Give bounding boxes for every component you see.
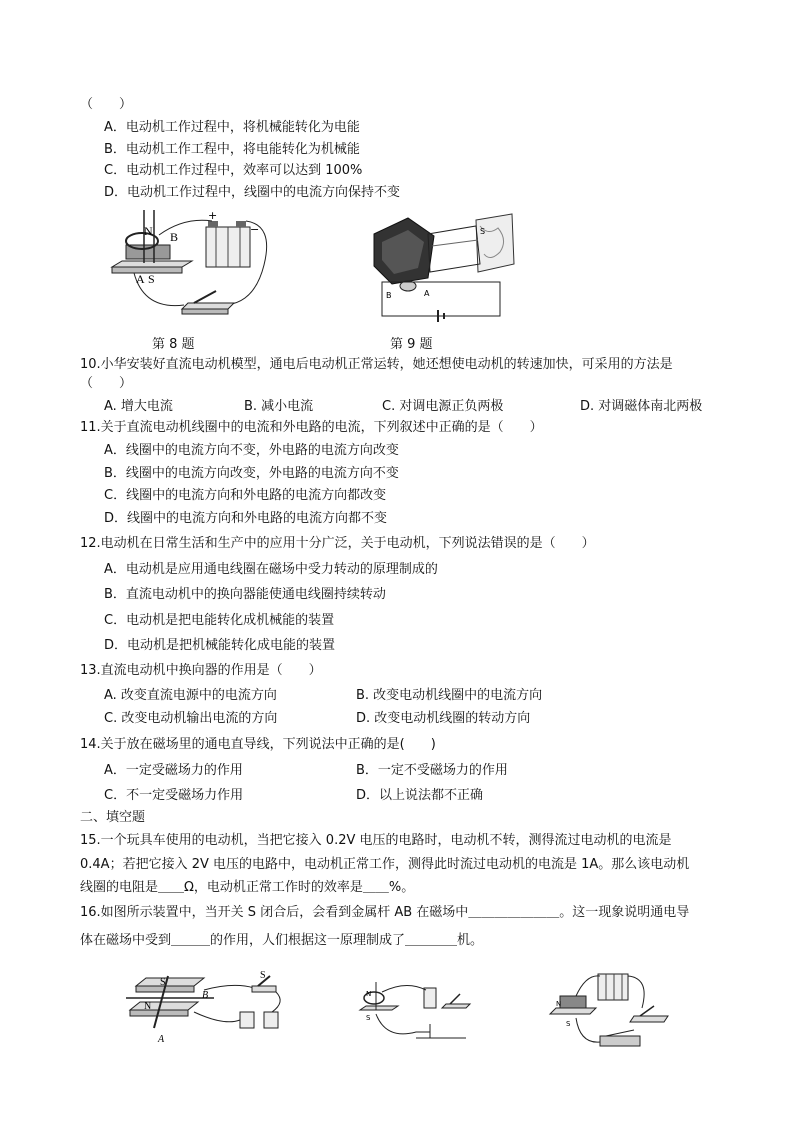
fig-mid-label-s: S [366, 1014, 371, 1022]
q16-line1: 16.如图所示装置中，当开关 S 闭合后，会看到金属杆 AB 在磁场中＿＿＿＿＿＿＿。这一现象说明通电导 [80, 905, 690, 920]
q9-stem-end: （ ） [80, 97, 133, 112]
fig16-label-n: N [144, 1001, 152, 1012]
q11-option-d: D．线圈中的电流方向和外电路的电流方向都不变 [104, 511, 388, 526]
section-heading-fill-in: 二、填空题 [80, 810, 146, 825]
fig16-label-s-switch: S [260, 970, 266, 981]
q15-line1: 15.一个玩具车使用的电动机，当把它接入 0.2V 电压的电路时，电动机不转，测得流过电动机的电流是 [80, 833, 672, 848]
q11-option-c: C．线圈中的电流方向和外电路的电流方向都改变 [104, 488, 387, 503]
q10-option-d: D. 对调磁体南北两极 [580, 399, 703, 414]
fig-right-label-s: S [566, 1020, 571, 1028]
q10-stem: 10.小华安装好直流电动机模型，通电后电动机正常运转，她还想使电动机的转速加快，可采用的方法是 [80, 357, 673, 372]
q9-option-a: A．电动机工作过程中，将机械能转化为电能 [104, 120, 360, 135]
q13-option-d: D. 改变电动机线圈的转动方向 [356, 711, 531, 726]
fig9-label-b: B [386, 291, 392, 300]
q12-option-d: D．电动机是把机械能转化成电能的装置 [104, 638, 336, 653]
fig8-label-n: N [144, 224, 153, 238]
fig8-label-a: A [136, 272, 145, 286]
q11-option-b: B．线圈中的电流方向改变，外电路的电流方向不变 [104, 466, 399, 481]
q13-option-b: B. 改变电动机线圈中的电流方向 [356, 688, 543, 703]
figure-middle-apparatus [356, 980, 476, 1050]
q15-line3: 线圈的电阻是＿＿Ω，电动机正常工作时的效率是＿＿%。 [80, 880, 415, 895]
q10-option-b: B. 减小电流 [244, 399, 314, 414]
q12-option-c: C．电动机是把电能转化成机械能的装置 [104, 613, 335, 628]
q15-line2: 0.4A；若把它接入 2V 电压的电路中，电动机正常工作，测得此时流过电动机的电流是 1A。那么该电动机 [80, 857, 690, 872]
fig9-label-s: S [480, 227, 486, 236]
q13-option-c: C. 改变电动机输出电流的方向 [104, 711, 278, 726]
q11-stem: 11.关于直流电动机线圈中的电流和外电路的电流，下列叙述中正确的是（ ） [80, 420, 543, 435]
fig8-label-b: B [170, 230, 179, 244]
q16-line2: 体在磁场中受到＿＿＿的作用，人们根据这一原理制成了＿＿＿＿机。 [80, 933, 484, 948]
figure-9 [368, 206, 518, 326]
q10-option-c: C. 对调电源正负两极 [382, 399, 504, 414]
figure-right-apparatus [546, 968, 676, 1058]
fig-right-label-n: N [556, 1000, 562, 1008]
fig16-label-s-magnet: S [160, 977, 166, 988]
fig-mid-label-n: N [366, 990, 372, 998]
fig8-label-s: S [148, 272, 155, 286]
figure-8 [104, 205, 284, 330]
q12-option-b: B．直流电动机中的换向器能使通电线圈持续转动 [104, 587, 386, 602]
q13-stem: 13.直流电动机中换向器的作用是（ ） [80, 663, 322, 678]
q13-option-a: A. 改变直流电源中的电流方向 [104, 688, 277, 703]
fig16-label-b: B [202, 990, 209, 1001]
q14-option-b: B．一定不受磁场力的作用 [356, 763, 508, 778]
q14-option-a: A．一定受磁场力的作用 [104, 763, 243, 778]
q10-paren: （ ） [80, 376, 133, 391]
fig8-label-plus: + [208, 209, 218, 222]
figure-9-caption: 第 9 题 [390, 337, 433, 352]
q12-option-a: A．电动机是应用通电线圈在磁场中受力转动的原理制成的 [104, 562, 438, 577]
q14-option-c: C．不一定受磁场力作用 [104, 788, 244, 803]
q9-option-c: C．电动机工作过程中，效率可以达到 100% [104, 163, 363, 178]
q11-option-a: A．线圈中的电流方向不变，外电路的电流方向改变 [104, 443, 399, 458]
fig16-label-a: A [158, 1034, 165, 1045]
fig8-label-minus: − [250, 223, 260, 236]
q10-option-a: A. 增大电流 [104, 399, 173, 414]
q14-option-d: D．以上说法都不正确 [356, 788, 484, 803]
q14-stem: 14.关于放在磁场里的通电直导线，下列说法中正确的是( ) [80, 737, 436, 752]
fig9-label-a: A [424, 289, 430, 298]
figure-8-caption: 第 8 题 [152, 337, 195, 352]
q12-stem: 12.电动机在日常生活和生产中的应用十分广泛，关于电动机，下列说法错误的是（ ） [80, 536, 595, 551]
q9-option-b: B．电动机工作工程中，将电能转化为机械能 [104, 142, 360, 157]
figure-16-apparatus [124, 968, 294, 1048]
q9-option-d: D．电动机工作过程中，线圈中的电流方向保持不变 [104, 185, 401, 200]
